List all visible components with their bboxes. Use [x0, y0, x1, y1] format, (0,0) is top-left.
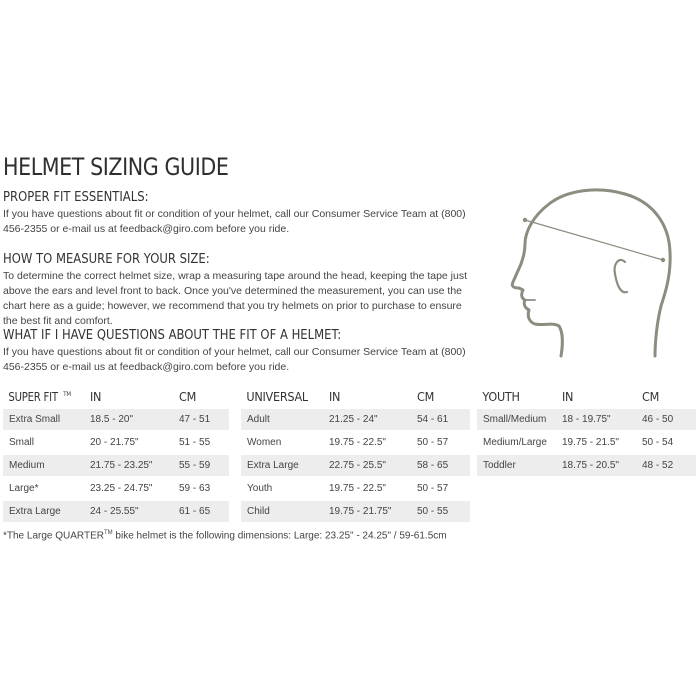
cm-cell: 59 - 63: [179, 483, 211, 494]
cm-cell: 55 - 59: [179, 460, 211, 471]
table-row: [241, 409, 470, 430]
in-cell: 19.75 - 21.75": [329, 506, 392, 517]
cm-cell: 48 - 52: [642, 460, 674, 471]
size-cell: Toddler: [483, 460, 516, 471]
cm-cell: 58 - 65: [417, 460, 449, 471]
table-row: [3, 432, 229, 453]
table-row: [241, 478, 470, 499]
header-size: [3, 389, 81, 404]
in-cell: 24 - 25.55": [90, 506, 139, 517]
header-size: YOUTH: [482, 388, 520, 404]
tape-start-dot: [523, 218, 527, 222]
table-row: [3, 409, 229, 430]
header-cm: CM: [179, 388, 197, 404]
in-cell: 20 - 21.75": [90, 437, 139, 448]
section-questions: [3, 327, 473, 375]
table-row: [3, 478, 229, 499]
header-in: IN: [562, 388, 574, 404]
section-body: If you have questions about fit or condition of your helmet, call our Consumer Service Team at (800) 456-2355 or e-mail us at feedback@giro.com before you ride.: [3, 208, 466, 235]
header-size-label: SUPER FIT: [8, 388, 58, 404]
size-cell: Child: [247, 506, 270, 517]
super-fit-table: [3, 385, 229, 522]
table-header: [3, 385, 229, 407]
measuring-tape-line: [525, 220, 663, 260]
section-heading: WHAT IF I HAVE QUESTIONS ABOUT THE FIT OF A HELMET:: [3, 327, 342, 343]
footnote-prefix: *The Large QUARTER: [3, 530, 104, 542]
table-row: [241, 455, 470, 476]
cm-cell: 50 - 55: [417, 506, 449, 517]
size-cell: Extra Small: [9, 414, 61, 425]
in-cell: 19.75 - 22.5": [329, 437, 386, 448]
size-cell: Extra Large: [9, 506, 61, 517]
in-cell: 18.75 - 20.5": [562, 460, 619, 471]
in-cell: 23.25 - 24.75": [90, 483, 153, 494]
section-proper-fit: [3, 189, 473, 237]
section-heading: HOW TO MEASURE FOR YOUR SIZE:: [3, 251, 210, 267]
section-body: If you have questions about fit or condition of your helmet, call our Consumer Service Team at (800) 456-2355 or e-mail us at feedback@giro.com before you ride.: [3, 346, 466, 373]
size-cell: Medium: [9, 460, 45, 471]
header-cm: CM: [642, 388, 660, 404]
in-cell: 19.75 - 22.5": [329, 483, 386, 494]
size-cell: Extra Large: [247, 460, 299, 471]
tape-end-dot: [661, 258, 665, 262]
table-row: [477, 455, 696, 476]
table-row: [241, 432, 470, 453]
table-header: [477, 385, 696, 407]
ear-outline: [615, 260, 627, 292]
size-cell: Small: [9, 437, 35, 448]
head-measurement-illustration: [505, 184, 685, 359]
size-cell: Medium/Large: [483, 437, 547, 448]
cm-cell: 50 - 57: [417, 483, 449, 494]
cm-cell: 50 - 54: [642, 437, 674, 448]
in-cell: 18 - 19.75": [562, 414, 611, 425]
footnote-suffix: bike helmet is the following dimensions: Large: 23.25" - 24.25" / 59-61.5cm: [112, 530, 447, 542]
section-how-to-measure: [3, 251, 473, 329]
size-cell: Adult: [247, 414, 270, 425]
footnote: [3, 530, 447, 541]
cm-cell: 50 - 57: [417, 437, 449, 448]
table-row: [3, 501, 229, 522]
size-cell: Large*: [9, 483, 39, 494]
cm-cell: 47 - 51: [179, 414, 211, 425]
size-cell: Women: [247, 437, 282, 448]
footnote-trademark: TM: [103, 530, 113, 536]
header-cm: CM: [417, 388, 435, 404]
in-cell: 18.5 - 20": [90, 414, 134, 425]
cm-cell: 51 - 55: [179, 437, 211, 448]
section-body: To determine the correct helmet size, wrap a measuring tape around the head, keeping the tape just above the ears and level front to back. Once you've determined the measurement, you can use the chart here as a guide; however, we recommend that you try helmets on prior to purchase to ensure the best fit and comfort.: [3, 270, 468, 327]
size-cell: Youth: [247, 483, 273, 494]
section-heading: PROPER FIT ESSENTIALS:: [3, 189, 149, 205]
table-header: [241, 385, 470, 407]
universal-table: [241, 385, 470, 522]
head-outline: [512, 190, 670, 356]
cm-cell: 54 - 61: [417, 414, 449, 425]
header-in: IN: [329, 388, 341, 404]
page-title: HELMET SIZING GUIDE: [3, 153, 229, 181]
header-size: UNIVERSAL: [246, 388, 308, 404]
table-row: [477, 409, 696, 430]
trademark-sup: TM: [63, 390, 71, 398]
youth-table: [477, 385, 696, 476]
in-cell: 21.25 - 24": [329, 414, 378, 425]
in-cell: 21.75 - 23.25": [90, 460, 153, 471]
table-row: [477, 432, 696, 453]
cm-cell: 61 - 65: [179, 506, 211, 517]
table-row: [3, 455, 229, 476]
in-cell: 19.75 - 21.5": [562, 437, 619, 448]
in-cell: 22.75 - 25.5": [329, 460, 386, 471]
size-cell: Small/Medium: [483, 414, 547, 425]
cm-cell: 46 - 50: [642, 414, 674, 425]
table-row: [241, 501, 470, 522]
header-in: IN: [90, 388, 102, 404]
